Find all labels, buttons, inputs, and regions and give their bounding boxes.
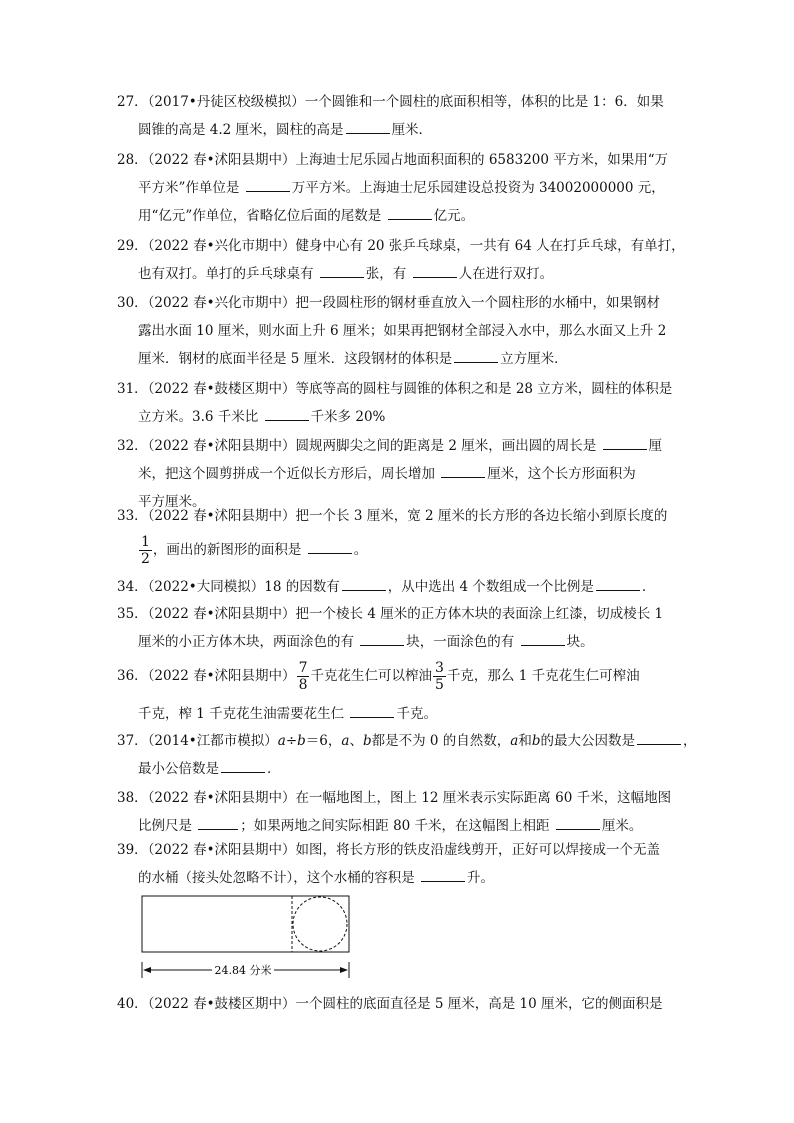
answer-blank[interactable] bbox=[421, 868, 465, 882]
fraction-seven-eighths: $\frac{7}{8}$ bbox=[298, 660, 308, 693]
base-circle bbox=[293, 897, 347, 951]
answer-blank[interactable] bbox=[596, 577, 640, 591]
question-29: 29．（2022 春•兴化市期中）健身中心有 20 张乒乓球桌，一共有 64 人在打乒乓球，有单打， 也有双打。单打的乒乓球桌有 张，有 人在进行双打。 bbox=[117, 238, 685, 282]
sheet-rectangle bbox=[142, 896, 349, 952]
arrow-right-icon bbox=[340, 967, 348, 973]
answer-blank[interactable] bbox=[413, 264, 457, 278]
answer-blank[interactable] bbox=[637, 731, 681, 745]
question-39: 39．（2022 春•沭阳县期中）如图，将长方形的铁皮沿虚线剪开，正好可以焊接成一个无盖 的水桶（接头处忽略不计），这个水桶的容积是 升。 bbox=[117, 842, 661, 886]
question-34: 34．（2022•大同模拟）18 的因数有 ，从中选出 4 个数组成一个比例是 ． bbox=[117, 579, 656, 595]
answer-blank[interactable] bbox=[388, 206, 432, 220]
answer-blank[interactable] bbox=[454, 349, 498, 363]
answer-blank[interactable] bbox=[221, 759, 265, 773]
question-31: 31．（2022 春•鼓楼区期中）等底等高的圆柱与圆锥的体积之和是 28 立方米，圆柱的体积是 立方米。3.6 千米比 千米多 20% bbox=[117, 381, 673, 425]
answer-blank[interactable] bbox=[342, 577, 386, 591]
question-32: 32．（2022 春•沭阳县期中）圆规两脚尖之间的距离是 2 厘米，画出圆的周长是 厘 米，把这个圆剪拼成一个近似长方形后，周长增加 厘米，这个长方形面积为 平方厘米。 bbox=[117, 438, 663, 510]
arrow-left-icon bbox=[143, 967, 151, 973]
answer-blank[interactable] bbox=[521, 632, 565, 646]
answer-blank[interactable] bbox=[360, 632, 404, 646]
answer-blank[interactable] bbox=[265, 407, 309, 421]
bucket-sheet-diagram bbox=[140, 893, 355, 983]
fraction-one-half: $\frac{1}{2}$ bbox=[141, 534, 150, 567]
question-35: 35．（2022 春•沭阳县期中）把一个棱长 4 厘米的正方体木块的表面涂上红漆，切成棱长 1 厘米的小正方体木块，两面涂色的有 块，一面涂色的有 块。 bbox=[117, 606, 664, 650]
question-37: 37．（2014•江都市模拟）a÷b＝6，a、b都是不为 0 的自然数，a和b的最大公因数是 ， 最小公倍数是 ． bbox=[117, 733, 697, 777]
question-36: 36．（2022 春•沭阳县期中） $\frac{7}{8}$ 千克花生仁可以榨油 $\frac{3}{5}$ 千克，那么 1 千克花生仁可榨油 千克，榨 1 千克花生油需要花生仁 千克。 bbox=[117, 660, 640, 722]
answer-blank[interactable] bbox=[603, 436, 647, 450]
answer-blank[interactable] bbox=[346, 120, 390, 134]
answer-blank[interactable] bbox=[350, 704, 394, 718]
answer-blank[interactable] bbox=[441, 464, 485, 478]
question-40: 40．（2022 春•鼓楼区期中）一个圆柱的底面直径是 5 厘米，高是 10 厘米，它的侧面积是 bbox=[117, 996, 663, 1012]
question-27: 27．（2017•丹徒区校级模拟）一个圆锥和一个圆柱的底面积相等，体积的比是 1：6．如果 圆锥的高是 4.2 厘米，圆柱的高是 厘米． bbox=[117, 94, 664, 138]
answer-blank[interactable] bbox=[308, 540, 352, 554]
answer-blank[interactable] bbox=[320, 264, 364, 278]
question-30: 30．（2022 春•兴化市期中）把一段圆柱形的钢材垂直放入一个圆柱形的水桶中，如果钢材 露出水面 10 厘米，则水面上升 6 厘米；如果再把钢材全部浸入水中，那么水面又上升 2 厘米．钢材的底面半径是 5 厘米．这段钢材的体积是 立方厘米． bbox=[117, 295, 667, 367]
question-33: 33．（2022 春•沭阳县期中）把一个长 3 厘米，宽 2 厘米的长方形的各边长缩小到原长度的 $\frac{1}{2}$ ，画出的新图形的面积是 。 bbox=[117, 508, 668, 567]
answer-blank[interactable] bbox=[198, 816, 238, 830]
dimension-label: 24.84 分米 bbox=[214, 964, 272, 977]
answer-blank[interactable] bbox=[246, 178, 290, 192]
fraction-three-fifths: $\frac{3}{5}$ bbox=[434, 660, 444, 693]
question-28: 28．（2022 春•沭阳县期中）上海迪士尼乐园占地面积面积的 6583200 平方米，如果用“万 平方米”作单位是 万平方米。上海迪士尼乐园建设总投资为 34002000000 元， 用“亿元”作单位，省略亿位后面的尾数是 亿元。 bbox=[117, 152, 669, 224]
question-38: 38．（2022 春•沭阳县期中）在一幅地图上，图上 12 厘米表示实际距离 60 千米，这幅地图 比例尺是 ；如果两地之间实际相距 80 千米，在这幅图上相距 厘米。 bbox=[117, 790, 672, 834]
answer-blank[interactable] bbox=[556, 816, 600, 830]
